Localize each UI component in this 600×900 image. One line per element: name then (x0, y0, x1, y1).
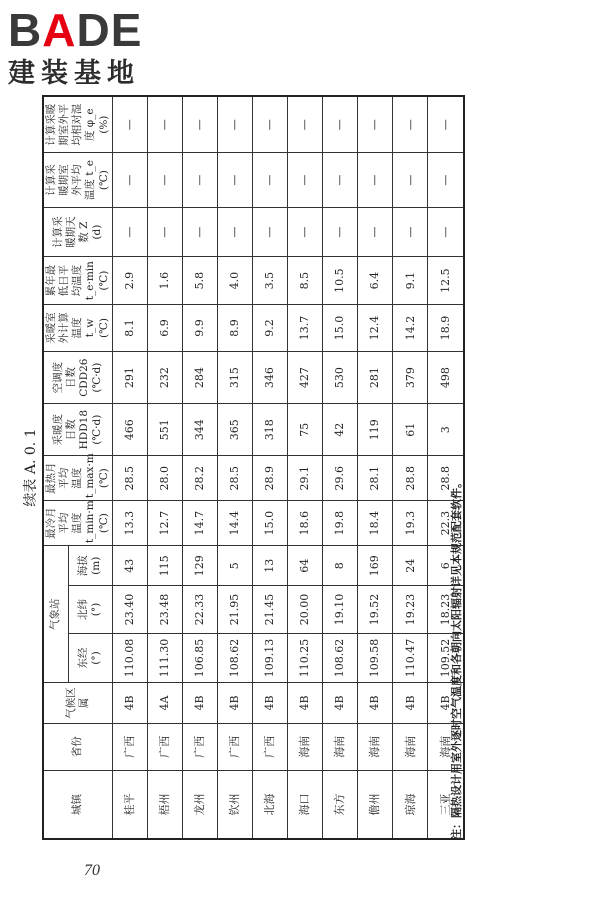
cell-alt: 8 (323, 546, 358, 586)
cell-alt: 169 (358, 546, 393, 586)
cell-te: — (358, 153, 393, 207)
cell-tmin: 14.7 (182, 501, 217, 546)
cell-temin: 4.0 (217, 257, 252, 304)
header-temin: 累年最 低日平 均温度 t_e·min (℃) (43, 257, 112, 304)
cell-cdd: 315 (217, 352, 252, 404)
cell-tw: 18.9 (428, 304, 464, 351)
cell-tw: 13.7 (288, 304, 323, 351)
cell-tw: 9.2 (253, 304, 288, 351)
table-row (323, 96, 358, 839)
cell-phi: — (288, 96, 323, 153)
cell-zone: 4B (393, 683, 428, 723)
cell-z: — (428, 207, 464, 257)
cell-zone: 4A (147, 683, 182, 723)
cell-hdd: 551 (147, 404, 182, 456)
cell-lon: 110.08 (112, 633, 147, 683)
cell-tmin: 18.6 (288, 501, 323, 546)
cell-z: — (112, 207, 147, 257)
cell-z: — (393, 207, 428, 257)
cell-z: — (323, 207, 358, 257)
cell-hdd: 3 (428, 404, 464, 456)
header-tw: 采暖室 外计算 温度 t_w (℃) (43, 304, 112, 351)
header-city: 城镇 (43, 770, 112, 839)
cell-zone: 4B (358, 683, 393, 723)
cell-cdd: 284 (182, 352, 217, 404)
cell-lat: 20.00 (288, 586, 323, 633)
cell-tmin: 19.3 (393, 501, 428, 546)
logo-subtitle: 建装基地 (8, 58, 140, 89)
cell-tmin: 12.7 (147, 501, 182, 546)
cell-hdd: 75 (288, 404, 323, 456)
cell-tmax: 28.0 (147, 456, 182, 501)
cell-city: 琼海 (393, 770, 428, 839)
table-row (288, 96, 323, 839)
cell-tmax: 28.8 (428, 456, 464, 501)
header-lon: 东经 (°) (68, 633, 112, 683)
cell-cdd: 281 (358, 352, 393, 404)
rotated-page (20, 95, 560, 840)
cell-city: 龙州 (182, 770, 217, 839)
cell-lat: 22.33 (182, 586, 217, 633)
cell-city: 钦州 (217, 770, 252, 839)
cell-lat: 23.40 (112, 586, 147, 633)
cell-zone: 4B (428, 683, 464, 723)
cell-tmax: 28.2 (182, 456, 217, 501)
cell-lon: 109.52 (428, 633, 464, 683)
cell-temin: 6.4 (358, 257, 393, 304)
cell-te: — (323, 153, 358, 207)
cell-lon: 110.47 (393, 633, 428, 683)
cell-zone: 4B (182, 683, 217, 723)
cell-te: — (288, 153, 323, 207)
cell-z: — (253, 207, 288, 257)
cell-phi: — (112, 96, 147, 153)
cell-z: — (217, 207, 252, 257)
cell-temin: 3.5 (253, 257, 288, 304)
cell-z: — (182, 207, 217, 257)
cell-temin: 12.5 (428, 257, 464, 304)
cell-tmax: 29.6 (323, 456, 358, 501)
table-row (393, 96, 428, 839)
cell-z: — (147, 207, 182, 257)
table-note: 注：隔热设计用室外逐时空气温度和各朝向太阳辐射详见本规范配套软件。 (450, 477, 463, 840)
cell-lat: 18.23 (428, 586, 464, 633)
cell-province: 海南 (358, 723, 393, 770)
cell-zone: 4B (112, 683, 147, 723)
cell-cdd: 346 (253, 352, 288, 404)
cell-province: 海南 (323, 723, 358, 770)
cell-phi: — (323, 96, 358, 153)
climate-table (42, 95, 465, 840)
cell-lon: 111.30 (147, 633, 182, 683)
cell-hdd: 365 (217, 404, 252, 456)
cell-lat: 19.52 (358, 586, 393, 633)
cell-alt: 24 (393, 546, 428, 586)
cell-te: — (428, 153, 464, 207)
cell-temin: 10.5 (323, 257, 358, 304)
header-alt: 海拔 (m) (68, 546, 112, 586)
cell-alt: 64 (288, 546, 323, 586)
cell-province: 广西 (182, 723, 217, 770)
cell-te: — (393, 153, 428, 207)
header-station: 气象站 (43, 546, 68, 683)
cell-temin: 5.8 (182, 257, 217, 304)
cell-city: 海口 (288, 770, 323, 839)
table-row (147, 96, 182, 839)
cell-province: 广西 (217, 723, 252, 770)
cell-te: — (217, 153, 252, 207)
cell-phi: — (182, 96, 217, 153)
cell-cdd: 232 (147, 352, 182, 404)
cell-zone: 4B (217, 683, 252, 723)
cell-phi: — (217, 96, 252, 153)
cell-tw: 15.0 (323, 304, 358, 351)
table-row (112, 96, 147, 839)
cell-lat: 19.10 (323, 586, 358, 633)
cell-lat: 21.45 (253, 586, 288, 633)
cell-phi: — (253, 96, 288, 153)
cell-lon: 106.85 (182, 633, 217, 683)
cell-tmax: 29.1 (288, 456, 323, 501)
header-hottest: 最热月 平均 温度 t_max·m (℃) (43, 456, 112, 501)
cell-alt: 5 (217, 546, 252, 586)
header-phi: 计算采暖 期室外平 均相对湿 度 φ_e (%) (43, 96, 112, 153)
cell-province: 海南 (428, 723, 464, 770)
cell-hdd: 344 (182, 404, 217, 456)
header-province: 省份 (43, 723, 112, 770)
header-lat: 北纬 (°) (68, 586, 112, 633)
cell-hdd: 119 (358, 404, 393, 456)
cell-tw: 12.4 (358, 304, 393, 351)
cell-phi: — (147, 96, 182, 153)
header-te: 计算采 暖期室 外平均 温度 t_e (℃) (43, 153, 112, 207)
cell-tmin: 13.3 (112, 501, 147, 546)
cell-province: 海南 (288, 723, 323, 770)
cell-city: 梧州 (147, 770, 182, 839)
cell-z: — (288, 207, 323, 257)
cell-cdd: 530 (323, 352, 358, 404)
header-z: 计算采 暖期天 数 Z (d) (43, 207, 112, 257)
cell-temin: 8.5 (288, 257, 323, 304)
cell-alt: 13 (253, 546, 288, 586)
cell-tw: 9.9 (182, 304, 217, 351)
cell-province: 海南 (393, 723, 428, 770)
cell-tmax: 28.5 (217, 456, 252, 501)
cell-lon: 109.13 (253, 633, 288, 683)
cell-phi: — (358, 96, 393, 153)
cell-phi: — (393, 96, 428, 153)
cell-z: — (358, 207, 393, 257)
cell-lat: 21.95 (217, 586, 252, 633)
cell-city: 三亚 (428, 770, 464, 839)
table-title: 续表 A. 0. 1 (23, 428, 39, 507)
header-zone: 气候区属 (43, 683, 112, 723)
cell-tw: 6.9 (147, 304, 182, 351)
cell-te: — (182, 153, 217, 207)
cell-tmax: 28.9 (253, 456, 288, 501)
cell-hdd: 42 (323, 404, 358, 456)
table-row (182, 96, 217, 839)
cell-hdd: 318 (253, 404, 288, 456)
cell-hdd: 466 (112, 404, 147, 456)
cell-cdd: 498 (428, 352, 464, 404)
cell-cdd: 291 (112, 352, 147, 404)
cell-city: 儋州 (358, 770, 393, 839)
cell-lon: 109.58 (358, 633, 393, 683)
table-row (253, 96, 288, 839)
cell-lon: 108.62 (323, 633, 358, 683)
cell-tw: 14.2 (393, 304, 428, 351)
cell-zone: 4B (323, 683, 358, 723)
cell-province: 广西 (112, 723, 147, 770)
cell-zone: 4B (253, 683, 288, 723)
cell-cdd: 427 (288, 352, 323, 404)
cell-province: 广西 (147, 723, 182, 770)
cell-te: — (112, 153, 147, 207)
cell-city: 东方 (323, 770, 358, 839)
table-row (358, 96, 393, 839)
cell-cdd: 379 (393, 352, 428, 404)
cell-te: — (147, 153, 182, 207)
rotated-content (20, 95, 560, 840)
header-coldest: 最冷月 平均 温度 t_min·m (℃) (43, 501, 112, 546)
cell-alt: 115 (147, 546, 182, 586)
cell-tmin: 18.4 (358, 501, 393, 546)
cell-tw: 8.9 (217, 304, 252, 351)
cell-lat: 23.48 (147, 586, 182, 633)
cell-city: 北海 (253, 770, 288, 839)
bade-logo (8, 6, 178, 90)
cell-city: 桂平 (112, 770, 147, 839)
cell-temin: 1.6 (147, 257, 182, 304)
cell-alt: 129 (182, 546, 217, 586)
cell-tmax: 28.5 (112, 456, 147, 501)
cell-phi: — (428, 96, 464, 153)
cell-hdd: 61 (393, 404, 428, 456)
cell-tmin: 14.4 (217, 501, 252, 546)
cell-tmin: 22.3 (428, 501, 464, 546)
header-hdd: 采暖度 日数 HDD18 (℃·d) (43, 404, 112, 456)
cell-tmax: 28.8 (393, 456, 428, 501)
cell-te: — (253, 153, 288, 207)
cell-alt: 6 (428, 546, 464, 586)
cell-temin: 9.1 (393, 257, 428, 304)
table-row (217, 96, 252, 839)
cell-tmin: 19.8 (323, 501, 358, 546)
cell-zone: 4B (288, 683, 323, 723)
header-cdd: 空调度 日数 CDD26 (℃·d) (43, 352, 112, 404)
page-number: 70 (84, 862, 100, 879)
cell-temin: 2.9 (112, 257, 147, 304)
cell-lat: 19.23 (393, 586, 428, 633)
cell-tmin: 15.0 (253, 501, 288, 546)
header-row-1 (43, 96, 68, 839)
cell-tmax: 28.1 (358, 456, 393, 501)
logo-wordmark: BADE (8, 4, 143, 56)
cell-tw: 8.1 (112, 304, 147, 351)
cell-lon: 110.25 (288, 633, 323, 683)
cell-alt: 43 (112, 546, 147, 586)
cell-lon: 108.62 (217, 633, 252, 683)
cell-province: 广西 (253, 723, 288, 770)
